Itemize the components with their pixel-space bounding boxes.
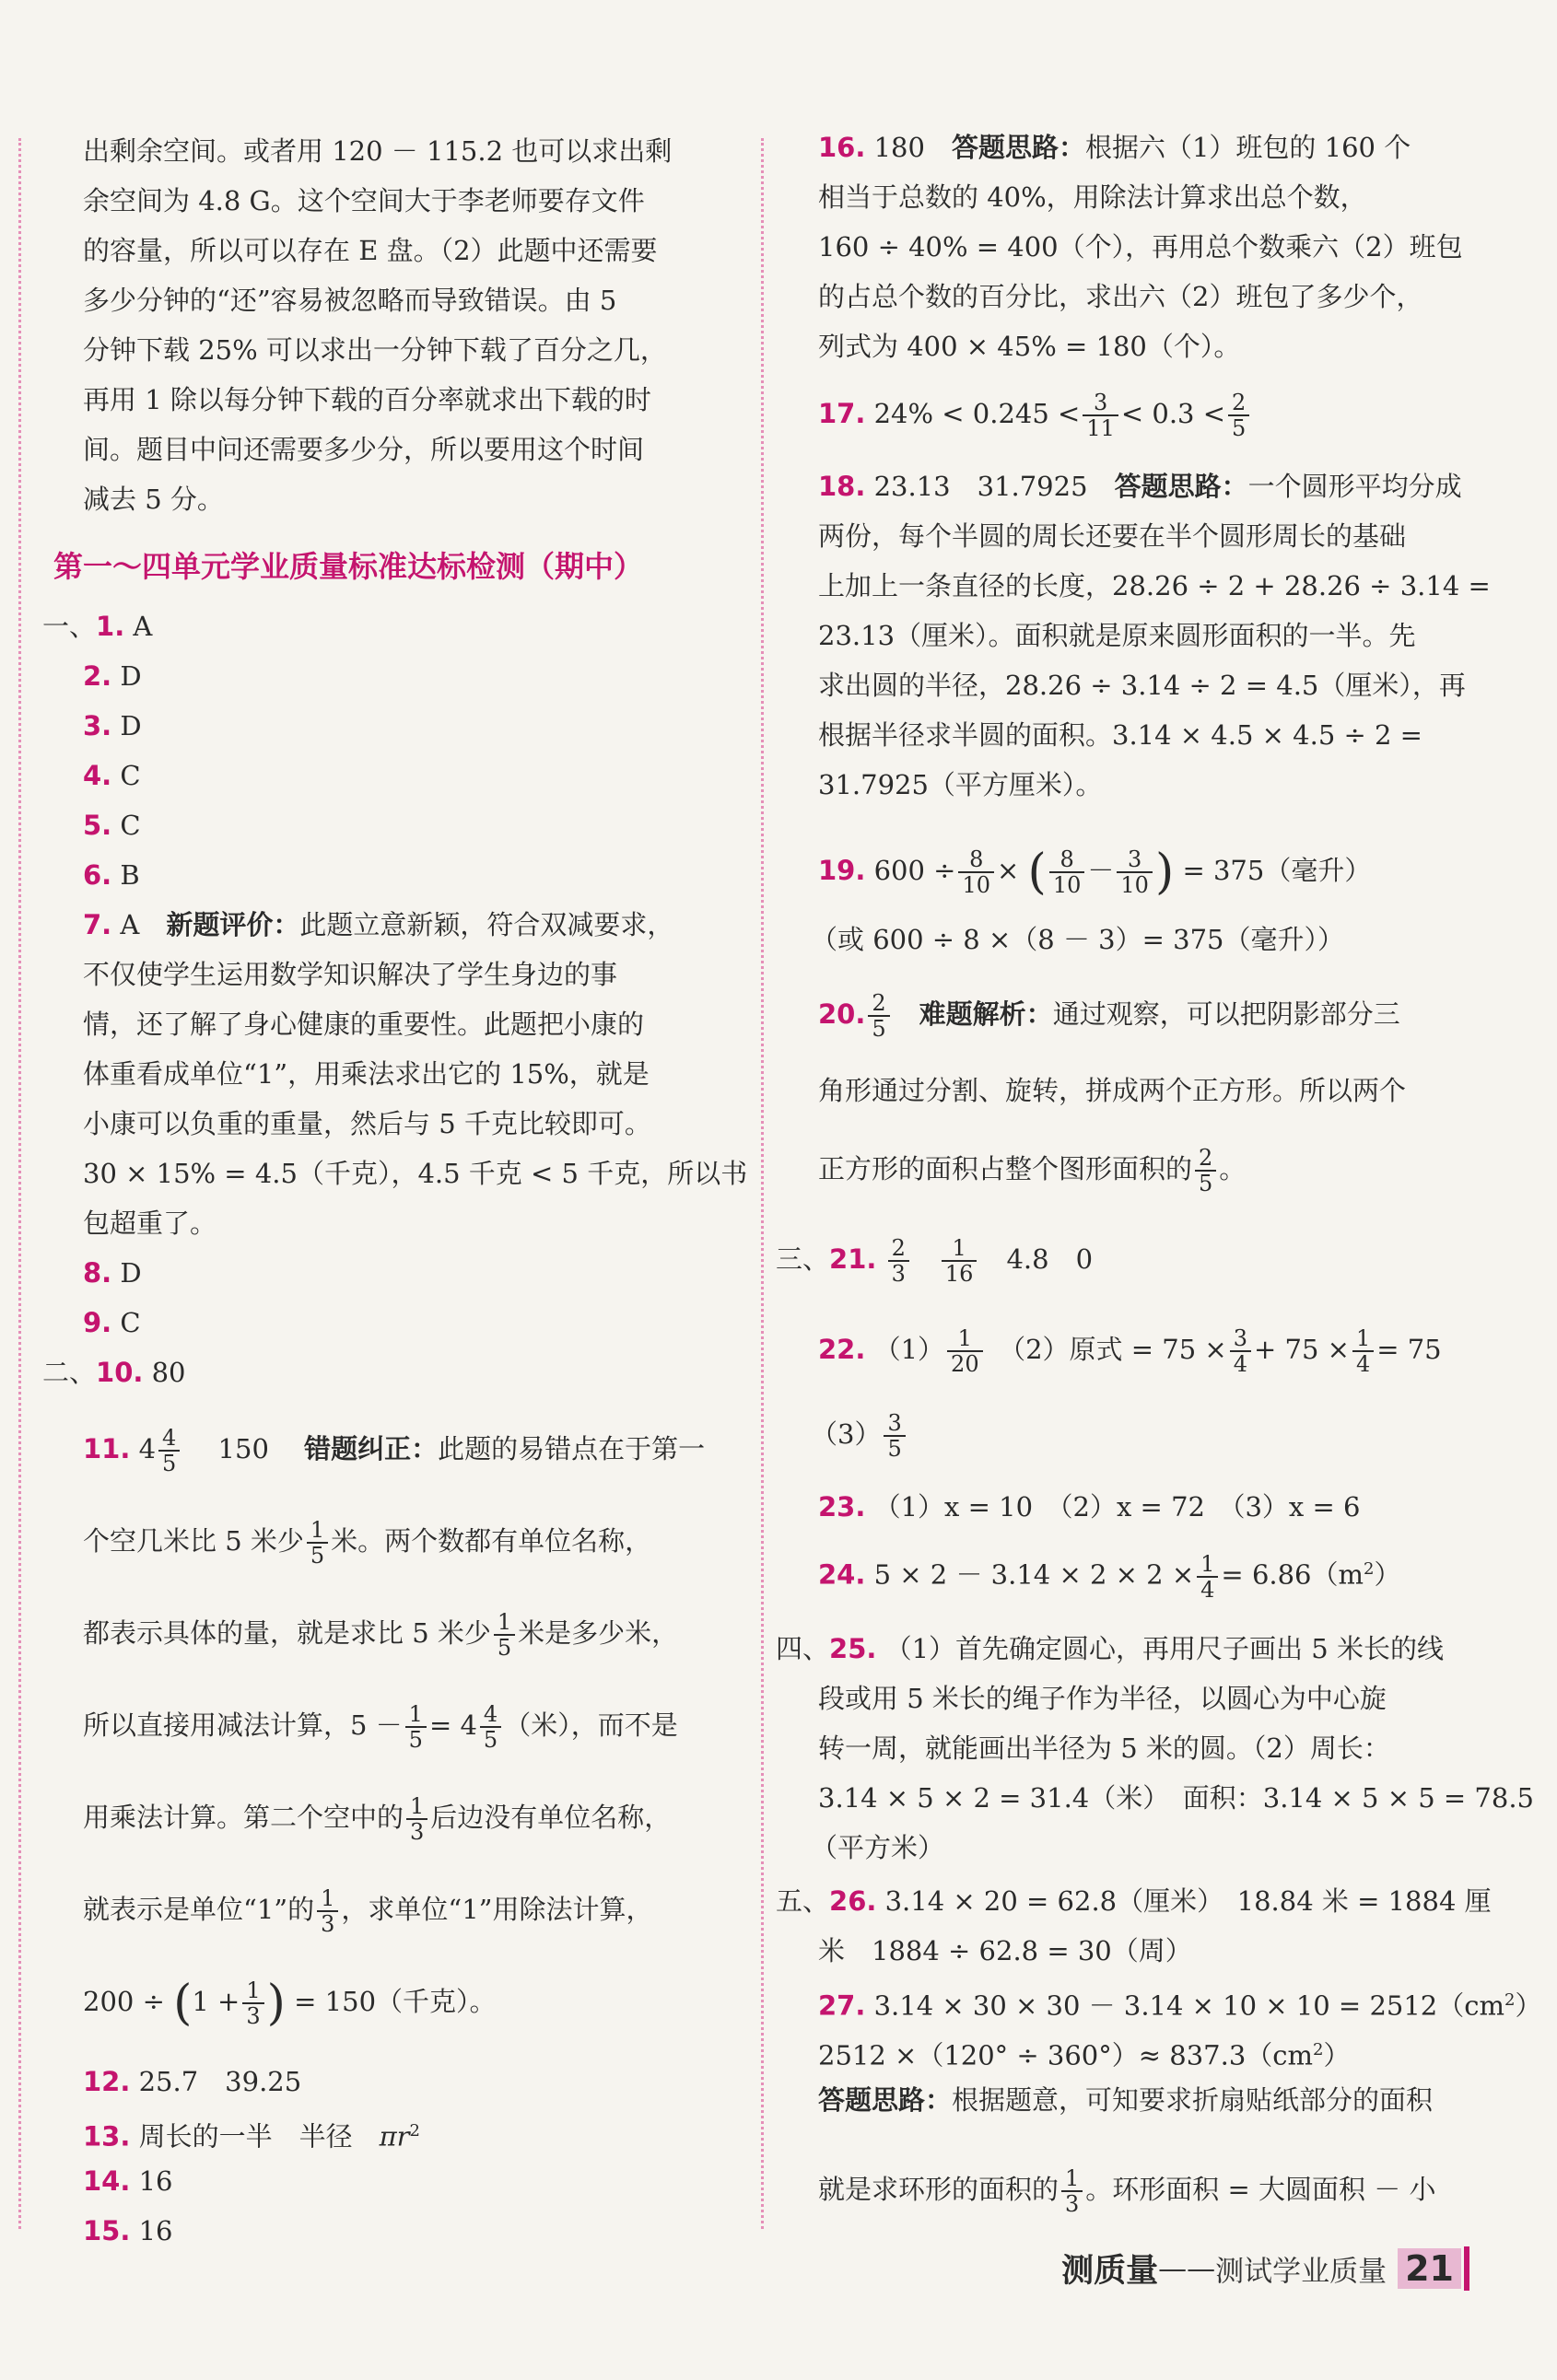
question-number: 4.: [83, 760, 112, 791]
answer-q23: [818, 1488, 1360, 1525]
question-number: 11.: [83, 1433, 131, 1464]
note-line: 就是求环形的面积的 $\frac{1}{3}$ 。环形面积 = 大圆面积 － 小: [818, 2165, 1436, 2217]
answer-q24: 24. 5 × 2 － 3.14 × 2 × 2 × $\frac{1}{4}$ = $6.86(m^2)$: [818, 1550, 1401, 1603]
question-number: 21.: [829, 1243, 877, 1275]
question-number: 1.: [96, 611, 125, 642]
note-text: 一个圆形平均分成: [1247, 471, 1462, 502]
note-line: 所以直接用减法计算，5 － $\frac{1}{5}$ = 4 $\frac{4}{5}$ （米），而不是: [83, 1701, 678, 1753]
footer-dash: ——: [1158, 2252, 1216, 2285]
answer: C: [111, 1307, 141, 1338]
question-number: 24.: [818, 1558, 866, 1591]
note-text: 根据六（1）班包的 160 个: [1084, 132, 1411, 163]
note-line: 上加上一条直径的长度，28.26 ÷ 2 + 28.26 ÷ 3.14 =: [818, 570, 1491, 601]
note-text: 此题立意新颖，符合双减要求，: [299, 909, 674, 940]
answer-q7: [83, 906, 673, 943]
note-tag: 答题思路：: [1114, 471, 1248, 502]
answer: 180: [865, 132, 925, 163]
note-line: 个空几米比 5 米少 $\frac{1}{5}$ 米。两个数都有单位名称，: [83, 1517, 652, 1569]
footer-subtitle: 测试学业质量: [1215, 2255, 1387, 2289]
answer: 80: [143, 1357, 186, 1388]
note-line: 不仅使学生运用数学知识解决了学生身边的事: [83, 959, 618, 990]
answer-q18: [818, 468, 1462, 505]
note-line: 相当于总数的 40%，用除法计算求出总个数，: [818, 181, 1367, 213]
note-line: 的占总个数的百分比，求出六（2）班包了多少个，: [818, 281, 1423, 312]
note-line: 小康可以负重的重量，然后与 5 千克比较即可。: [83, 1108, 651, 1139]
note-line: 包超重了。: [83, 1208, 217, 1239]
answer-q11: [83, 1426, 705, 1476]
answer: D: [111, 660, 142, 692]
note-line: 体重看成单位“1”，用乘法求出它的 15%，就是: [83, 1058, 650, 1090]
question-number: 17.: [818, 398, 866, 429]
question-number: 18.: [818, 471, 866, 502]
answer-q3: [83, 707, 142, 744]
footer-title: 测质量: [1061, 2253, 1159, 2290]
note-line: 23.13（厘米）。面积就是原来圆形面积的一半。先: [818, 620, 1416, 651]
answer-q4: [83, 757, 141, 794]
question-number: 6.: [83, 859, 112, 891]
intro-line: 分钟下载 25% 可以求出一分钟下载了百分之几，: [83, 334, 667, 366]
intro-line: 的容量，所以可以存在 E 盘。（2）此题中还需要: [83, 235, 658, 266]
intro-line: 多少分钟的“还”容易被忽略而导致错误。由 5: [83, 285, 617, 316]
answer-q22: 22. （1） $\frac{1}{20}$ （2）原式 = 75 × $\frac{3}{4}$ + 75 × $\frac{1}{4}$ = 75: [818, 1325, 1442, 1377]
note-tag: 错题纠正：: [304, 1433, 439, 1464]
answer-q20: 20. $\frac{2}{5}$ 难题解析：通过观察，可以把阴影部分三: [818, 990, 1400, 1042]
answer-q21: 三、21. $\frac{2}{3}$ $\frac{1}{16}$ 4.8 0: [776, 1235, 1094, 1287]
section-number: 三、: [776, 1243, 830, 1275]
question-number: 23.: [818, 1491, 866, 1522]
page-number: 21: [1398, 2248, 1461, 2289]
note-line: 31.7925（平方厘米）。: [818, 769, 1103, 800]
note-line: 就表示是单位“1”的 $\frac{1}{3}$ ，求单位“1”用除法计算，: [83, 1885, 653, 1937]
intro-line: 再用 1 除以每分钟下载的百分率就求出下载的时: [83, 384, 651, 415]
question-number: 19.: [818, 855, 866, 886]
note-line: 根据半径求半圆的面积。3.14 × 4.5 × 4.5 ÷ 2 =: [818, 719, 1422, 751]
question-number: 27.: [818, 1989, 866, 2022]
answer-q13: 13. 周长的一半 半径 $\pi r^2$: [83, 2120, 420, 2152]
answer: 23.13 31.7925: [865, 471, 1088, 502]
question-number: 16.: [818, 132, 866, 163]
note-line: 情，还了解了身心健康的重要性。此题把小康的: [83, 1009, 645, 1040]
question-number: 10.: [96, 1357, 144, 1388]
answer-q5: [83, 807, 141, 844]
answer: 周长的一半 半径: [130, 2120, 380, 2152]
answer-q17: 17. 24% < 0.245 < $\frac{3}{11}$ < 0.3 < $\frac{2}{5}$: [818, 391, 1252, 440]
answer: A: [124, 611, 153, 642]
note-line: 正方形的面积占整个图形面积的 $\frac{2}{5}$ 。: [818, 1145, 1247, 1196]
answer-q15: [83, 2212, 173, 2249]
answer: C: [111, 760, 141, 791]
question-number: 13.: [83, 2120, 131, 2152]
note-line: 用乘法计算。第二个空中的 $\frac{1}{3}$ 后边没有单位名称，: [83, 1793, 672, 1845]
answer-q9: [83, 1304, 141, 1341]
answer: A: [111, 909, 140, 940]
answer: D: [111, 710, 142, 741]
answer: 150: [217, 1433, 269, 1464]
note-line: 3.14 × 5 × 2 = 31.4（米） 面积：3.14 × 5 × 5 = 78.5: [818, 1782, 1534, 1814]
note-line: $2512 \times(120^\circ \div 360^\circ)\approx 837.3(cm^2)$: [818, 2039, 1351, 2071]
question-number: 2.: [83, 660, 112, 692]
intro-line: 减去 5 分。: [83, 484, 224, 515]
mixed-whole: 4: [138, 1433, 157, 1464]
answer: B: [111, 859, 140, 891]
answer-q14: [83, 2163, 173, 2199]
question-number: 20.: [818, 998, 866, 1030]
intro-line: 出剩余空间。或者用 120 － 115.2 也可以求出剩: [83, 135, 673, 167]
answer-q27: 27. $3.14 \times 30 \times 30 - 3.14 \times 10 \times 10 = 2512(cm^2)$: [818, 1989, 1542, 2022]
note-tag: 答题思路：: [818, 2084, 953, 2116]
answer-q10: [42, 1354, 186, 1391]
question-number: 25.: [829, 1633, 877, 1664]
section-number: 二、: [42, 1357, 97, 1388]
answer-q19: 19. 600 ÷ $\frac{8}{10}$ × ( $\frac{8}{10}$ － $\frac{3}{10}$ ) = 375（毫升）: [818, 845, 1372, 900]
answer: C: [111, 810, 141, 841]
intro-line: 余空间为 4.8 G。这个空间大于李老师要存文件: [83, 185, 645, 216]
left-margin-rule: [18, 138, 21, 2229]
note-text: 3.14 × 20 = 62.8（厘米） 18.84 米 = 1884 厘: [876, 1885, 1492, 1917]
section-number: 一、: [42, 611, 97, 642]
section-number: 四、: [776, 1633, 830, 1664]
note-text: 此题的易错点在于第一: [438, 1433, 706, 1464]
column-divider: [761, 138, 764, 2229]
note-line: （3） $\frac{3}{5}$: [811, 1411, 908, 1461]
note-tag: 新题评价：: [166, 909, 300, 940]
answer: 16: [130, 2165, 173, 2197]
formula: πr: [379, 2120, 410, 2152]
answer: 16: [130, 2215, 173, 2246]
question-number: 26.: [829, 1885, 877, 1917]
note-line: 160 ÷ 40% = 400（个），再用总个数乘六（2）班包: [818, 231, 1463, 262]
note-line: 列式为 400 × 45% = 180（个）。: [818, 331, 1241, 362]
section-number: 五、: [776, 1885, 830, 1917]
question-number: 7.: [83, 909, 112, 940]
note-line: （平方米）: [811, 1832, 945, 1863]
answer-q25: [776, 1630, 1444, 1667]
note-line: 都表示具体的量，就是求比 5 米少 $\frac{1}{5}$ 米是多少米，: [83, 1609, 679, 1661]
answer-q8: [83, 1254, 142, 1291]
note-line: 30 × 15% = 4.5（千克），4.5 千克 < 5 千克，所以书: [83, 1158, 748, 1189]
question-number: 8.: [83, 1257, 112, 1289]
note-line: 两份，每个半圆的周长还要在半个圆形周长的基础: [818, 520, 1407, 552]
note-line: 200 ÷ (1 + $\frac{1}{3}$ ) = 150（千克）。: [83, 1976, 497, 2031]
intro-line: 间。题目中问还需要多少分，所以要用这个时间: [83, 434, 645, 465]
fraction: $\frac{4}{5}$: [158, 1426, 180, 1476]
answer-q2: [83, 658, 142, 694]
note-line: 段或用 5 米长的绳子作为半径，以圆心为中心旋: [818, 1683, 1387, 1714]
answer-q12: [83, 2063, 301, 2100]
section-title: 第一～四单元学业质量标准达标检测（期中）: [53, 549, 644, 584]
answer: 25.7 39.25: [130, 2066, 302, 2097]
note-line: 米 1884 ÷ 62.8 = 30（周）: [818, 1935, 1192, 1966]
fraction: $\frac{3}{11}$: [1083, 391, 1118, 440]
note-line: 答题思路：根据题意，可知要求折扇贴纸部分的面积: [818, 2084, 1434, 2116]
answer-q16: [818, 129, 1411, 166]
answer-q1: [42, 608, 152, 645]
answer: D: [111, 1257, 142, 1289]
question-number: 9.: [83, 1307, 112, 1338]
note-tag: 难题解析：: [919, 998, 1053, 1030]
fraction: $\frac{2}{5}$: [1228, 391, 1249, 440]
page-footer: [1061, 2246, 1469, 2292]
note-tag: 答题思路：: [951, 132, 1085, 163]
question-number: 22.: [818, 1334, 866, 1365]
answer: 4.8 0: [1006, 1243, 1094, 1275]
question-number: 14.: [83, 2165, 131, 2197]
question-number: 5.: [83, 810, 112, 841]
answer: （1）x = 10 （2）x = 72 （3）x = 6: [865, 1491, 1361, 1522]
question-number: 3.: [83, 710, 112, 741]
question-number: 12.: [83, 2066, 131, 2097]
note-text: （1）首先确定圆心，再用尺子画出 5 米长的线: [876, 1633, 1444, 1664]
note-line: 求出圆的半径，28.26 ÷ 3.14 ÷ 2 = 4.5（厘米），再: [818, 670, 1466, 701]
question-number: 15.: [83, 2215, 131, 2246]
answer-q26: [776, 1883, 1492, 1919]
note-text: 通过观察，可以把阴影部分三: [1052, 998, 1400, 1030]
note-line: 角形通过分割、旋转，拼成两个正方形。所以两个: [818, 1075, 1407, 1106]
answer-q6: [83, 857, 140, 893]
note-line: 转一周，就能画出半径为 5 米的圆。（2）周长：: [818, 1732, 1390, 1764]
page-marker: [1464, 2246, 1469, 2291]
note-line: （或 600 ÷ 8 ×（8 － 3）= 375（毫升））: [811, 924, 1344, 955]
